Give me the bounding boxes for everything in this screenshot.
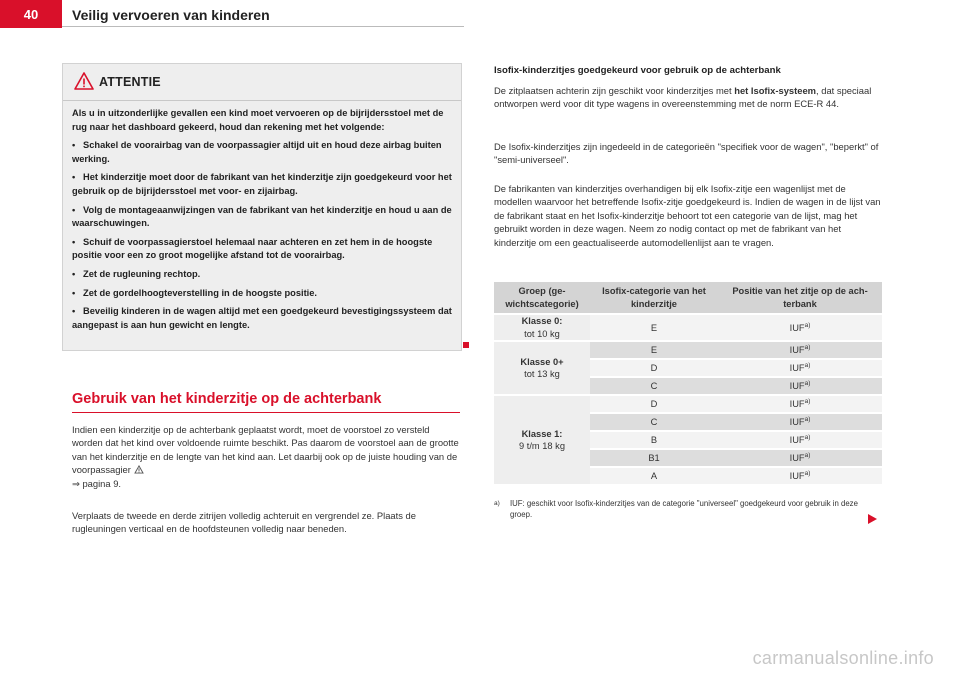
isofix-paragraph-2: De Isofix-kinderzitjes zijn ingedeeld in de categorieën "specifiek voor de wagen", "beperkt" of "semi-universeel". <box>494 141 879 166</box>
warning-item: • Volg de montageaanwijzingen van de fabrikant van het kinderzitje en houd u aan de waarschuwingen. <box>72 204 452 229</box>
position-cell: IUF$^{a)}$ <box>718 359 882 377</box>
warning-title: ATTENTIE <box>99 75 161 89</box>
warning-item: • Zet de rugleuning rechtop. <box>72 268 201 279</box>
category-cell: C <box>590 413 718 431</box>
isofix-table <box>494 282 882 486</box>
isofix-title: Isofix-kinderzitjes goedgekeurd voor gebruik op de achterbank <box>494 65 781 76</box>
section-paragraph-2: Verplaats de tweede en derde zitrijen volledig achteruit en vergrendel ze. Plaats de rugleuningen verticaal en de hoofdsteunen volledig naar beneden. <box>72 510 416 535</box>
position-cell: IUF$^{a)}$ <box>718 413 882 431</box>
table-row <box>494 395 882 413</box>
table-header: Positie van het zitje op de achterbank <box>718 282 882 314</box>
group-weight: tot 10 kg <box>524 328 560 339</box>
position-cell: IUF$^{a)}$ <box>718 314 882 341</box>
table-row <box>494 314 882 341</box>
position-cell: IUF$^{a)}$ <box>718 377 882 395</box>
warning-item: • Beveilig kinderen in de wagen altijd met een goedgekeurd bevestigingssysteem dat aangepast is aan hun gewicht en lengte. <box>72 306 452 330</box>
section-paragraph: Indien een kinderzitje op de achterbank geplaatst wordt, moet de voorstoel zo versteld worden dat het kind over voldoende ruimte beschikt. Pas daarom de voorstoel aan de grootte van het kinderzitje en de lengte van het kind aan. Let daarbij ook op de juiste houding van de voorpassagier ⇒ pagina 9. <box>72 424 459 489</box>
continue-arrow-icon <box>868 514 877 524</box>
table-row <box>494 341 882 359</box>
warning-item: • Schuif de voorpassagierstoel helemaal naar achteren en zet hem in de hoogste positie voor een zo groot mogelijke afstand tot de voorairbag. <box>72 236 433 261</box>
category-cell: B <box>590 431 718 449</box>
group-cell <box>494 314 590 341</box>
group-cell <box>494 395 590 485</box>
category-cell: C <box>590 377 718 395</box>
group-name: Klasse 0: <box>521 316 563 326</box>
watermark: carmanualsonline.info <box>752 648 934 668</box>
table-footnote: a) IUF: geschikt voor Isofix-kinderzitjes van de categorie "universeel" goedgekeurd voor gebruik in deze groep. <box>494 499 858 519</box>
isofix-paragraph-1: De zitplaatsen achterin zijn geschikt voor kinderzitjes met het Isofix-systeem, dat speciaal ontworpen werd voor dit type wagens in overeenstemming met de norm ECE-R 44. <box>494 85 872 110</box>
table-header: Groep (gewichtscategorie) <box>494 282 590 314</box>
table-header: Isofix-categorie van het kinderzitje <box>590 282 718 314</box>
position-cell: IUF$^{a)}$ <box>718 395 882 413</box>
category-cell: D <box>590 395 718 413</box>
warning-intro: Als u in uitzonderlijke gevallen een kind moet vervoeren op de bijrijdersstoel met de rug naar het dashboard gekeerd, houd dan rekening met het volgende: <box>72 108 444 132</box>
category-cell: E <box>590 314 718 341</box>
warning-box <box>62 63 462 351</box>
warning-header <box>63 64 461 101</box>
warning-item: • Het kinderzitje moet door de fabrikant van het kinderzitje zijn goedgekeurd voor het gebruik op de bijrijdersstoel met voor- en zijairbag. <box>72 172 452 196</box>
category-cell: E <box>590 341 718 359</box>
position-cell: IUF$^{a)}$ <box>718 449 882 467</box>
group-name: Klasse 0+ <box>520 356 564 367</box>
group-weight: 9 t/m 18 kg <box>519 441 565 451</box>
warning-reference-icon <box>134 464 144 473</box>
isofix-paragraph-3: De fabrikanten van kinderzitjes overhandigen bij elk Isofix-zitje een wagenlijst met de modellen waarvoor het betreffende Isofix-zitje goedgekeurd is. Indien de wagen in de lijst van de fabrikant staat en het Isofix-kinderzitje behoort tot een categorie van de lijst, mag het gebruikt worden in deze wagen. Neem zo nodig contact op met de fabrikant van het kinderzitje om een geactualiseerde automodellenlijst aan te vragen. <box>494 183 881 248</box>
chapter-title: Veilig vervoeren van kinderen <box>72 7 270 23</box>
category-cell: D <box>590 359 718 377</box>
position-cell: IUF$^{a)}$ <box>718 341 882 359</box>
position-cell: IUF$^{a)}$ <box>718 467 882 485</box>
page-link[interactable]: ⇒ pagina 9. <box>72 477 122 489</box>
table-header-row <box>494 282 882 314</box>
warning-item: • Schakel de voorairbag van de voorpassagier altijd uit en houd deze airbag buiten werking. <box>72 140 442 164</box>
section-title: Gebruik van het kinderzitje op de achterbank <box>72 391 382 407</box>
page-number: 40 <box>0 0 62 28</box>
header-divider <box>62 26 464 27</box>
section-divider <box>72 412 460 413</box>
warning-body <box>63 101 461 332</box>
category-cell: A <box>590 467 718 485</box>
group-weight: tot 13 kg <box>524 369 560 379</box>
end-marker <box>463 342 469 348</box>
warning-item: • Zet de gordelhoogteverstelling in de hoogste positie. <box>72 287 318 298</box>
warning-triangle-icon <box>74 71 94 91</box>
group-name: Klasse 1: <box>521 428 563 439</box>
table-body <box>494 314 882 485</box>
group-cell <box>494 341 590 395</box>
position-cell: IUF$^{a)}$ <box>718 431 882 449</box>
category-cell: B1 <box>590 449 718 467</box>
